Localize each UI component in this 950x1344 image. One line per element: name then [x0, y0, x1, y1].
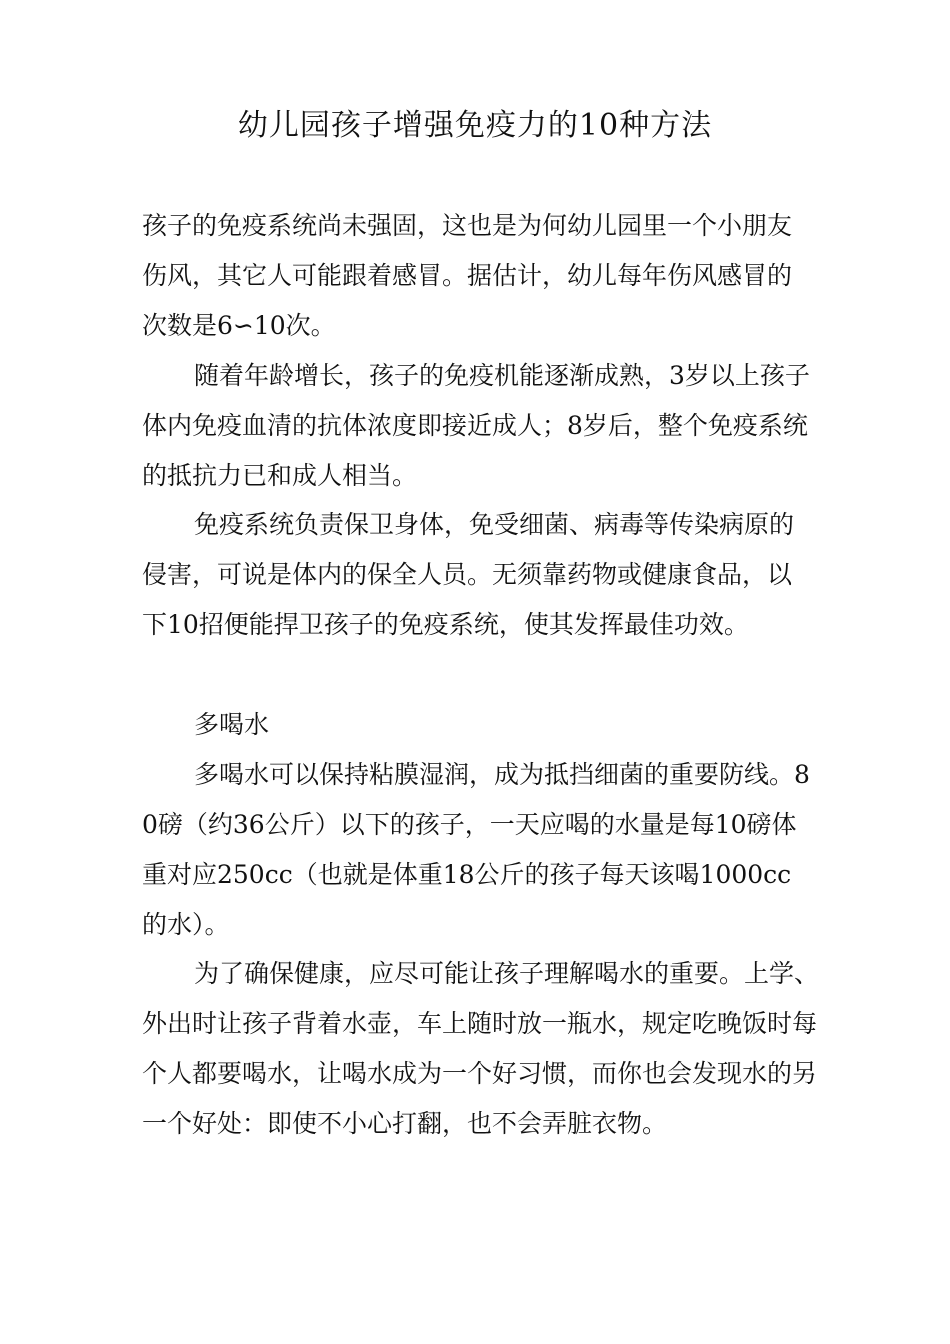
- immune-role-paragraph: 免疫系统负责保卫身体，免受细菌、病毒等传染病原的侵害，可说是体内的保全人员。无须靠药物或健康食品，以下10招便能捍卫孩子的免疫系统，使其发挥最佳功效。: [142, 510, 795, 639]
- maturity-paragraph: 随着年龄增长，孩子的免疫机能逐渐成熟，3岁以上孩子体内免疫血清的抗体浓度即接近成人；8岁后，整个免疫系统的抵抗力已和成人相当。: [142, 361, 810, 490]
- section-heading-drink-water: 多喝水: [194, 710, 270, 739]
- water-amount-paragraph: 多喝水可以保持粘膜湿润，成为抵挡细菌的重要防线。80磅（约36公斤）以下的孩子，一天应喝的水量是每10磅体重对应250cc（也就是体重18公斤的孩子每天该喝1000cc的水）。: [142, 760, 810, 939]
- intro-paragraph: 孩子的免疫系统尚未强固，这也是为何幼儿园里一个小朋友伤风，其它人可能跟着感冒。据估计，幼儿每年伤风感冒的次数是6∽10次。: [142, 211, 793, 340]
- water-habit-paragraph: 为了确保健康，应尽可能让孩子理解喝水的重要。上学、外出时让孩子背着水壶，车上随时放一瓶水，规定吃晚饭时每个人都要喝水，让喝水成为一个好习惯，而你也会发现水的另一个好处：即使不小心打翻，也不会弄脏衣物。: [142, 959, 820, 1138]
- document-title: 幼儿园孩子增强免疫力的10种方法: [237, 108, 713, 143]
